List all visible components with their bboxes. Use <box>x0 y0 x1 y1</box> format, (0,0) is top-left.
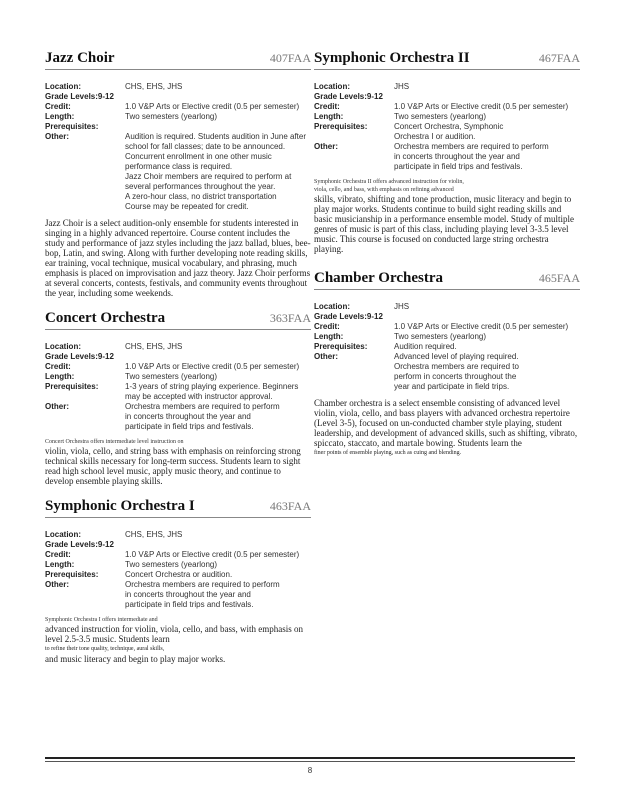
course-description-lead: Concert Orchestra offers intermediate level instruction on <box>45 439 184 445</box>
course-code: 363FAA <box>269 311 311 325</box>
length-value: Two semesters (yearlong) <box>125 560 218 569</box>
other-label: Other: <box>314 142 338 151</box>
other-label: Other: <box>45 580 69 589</box>
course-concert-orchestra <box>45 310 311 486</box>
location-label: Location: <box>45 82 81 91</box>
course-description-small: finer points of ensemble playing, such as cuing and blending. <box>314 450 462 456</box>
footer-rule-thick <box>45 757 575 759</box>
location-value: JHS <box>394 82 410 91</box>
course-code: 465FAA <box>538 271 580 285</box>
other-value: Audition is required. Students audition in June after school for fall classes; date to be announced. Concurrent enrollment in one other music performance class is required. Jazz Choir members are required to perform at several performances throughout the year. A zero-hour class, no district transportation Course may be repeated for credit. <box>125 132 307 211</box>
course-symphonic-orchestra-1 <box>45 498 311 664</box>
other-label: Other: <box>45 132 69 141</box>
prereq-label: Prerequisites: <box>314 342 368 351</box>
course-description-lead-2: viola, cello, and bass, with emphasis on refining advanced <box>314 187 454 193</box>
grade-label: Grade Levels:9-12 <box>45 92 114 101</box>
credit-label: Credit: <box>314 102 340 111</box>
location-value: CHS, EHS, JHS <box>125 342 183 351</box>
location-value: CHS, EHS, JHS <box>125 530 183 539</box>
course-details <box>314 82 580 172</box>
credit-value: 1.0 V&P Arts or Elective credit (0.5 per semester) <box>125 102 300 111</box>
other-label: Other: <box>314 352 338 361</box>
other-value: Orchestra members are required to perform in concerts throughout the year and participate in field trips and festivals. <box>125 402 280 431</box>
credit-value: 1.0 V&P Arts or Elective credit (0.5 per semester) <box>394 102 569 111</box>
length-label: Length: <box>314 112 344 121</box>
grade-value: 9-12 <box>97 540 114 549</box>
prereq-label: Prerequisites: <box>45 122 99 131</box>
prereq-value: Concert Orchestra or audition. <box>125 570 233 579</box>
grade-label: Grade Levels:9-12 <box>314 312 383 321</box>
length-label: Length: <box>45 560 75 569</box>
prereq-label: Prerequisites: <box>45 570 99 579</box>
course-description: Jazz Choir is a select audition-only ensemble for students interested in singing in a highly advanced repertoire. Course content includes the study and performance of jazz styles including the jazz ballad, blues, bee-bop, Latin, and swing. Along with further developing note reading skills, ear training, vocal technique, musical vocabulary, and phrasing, much emphasis is placed on improvisation and jazz theory. Jazz Choir performs at several concerts, contests, festivals, and community events throughout the year, including some weekends. <box>45 218 311 298</box>
length-value: Two semesters (yearlong) <box>394 332 487 341</box>
course-jazz-choir <box>45 50 311 298</box>
course-header <box>45 50 311 70</box>
length-value: Two semesters (yearlong) <box>125 112 218 121</box>
grade-value: 9-12 <box>97 92 114 101</box>
length-label: Length: <box>45 372 75 381</box>
course-title: Chamber Orchestra <box>314 270 444 286</box>
credit-value: 1.0 V&P Arts or Elective credit (0.5 per semester) <box>394 322 569 331</box>
course-chamber-orchestra <box>314 270 580 458</box>
course-code: 407FAA <box>269 51 311 65</box>
course-header <box>45 498 311 518</box>
other-value: Orchestra members are required to perform in concerts throughout the year and participate in field trips and festivals. <box>394 142 549 171</box>
credit-label: Credit: <box>45 102 71 111</box>
footer-rule-thin <box>45 761 575 762</box>
length-value: Two semesters (yearlong) <box>125 372 218 381</box>
course-symphonic-orchestra-2 <box>314 50 580 254</box>
prereq-value: Concert Orchestra, Symphonic Orchestra I or audition. <box>394 122 504 141</box>
grade-label: Grade Levels:9-12 <box>45 540 114 549</box>
length-value: Two semesters (yearlong) <box>394 112 487 121</box>
location-value: CHS, EHS, JHS <box>125 82 183 91</box>
credit-value: 1.0 V&P Arts or Elective credit (0.5 per semester) <box>125 362 300 371</box>
course-header <box>45 310 311 330</box>
course-details <box>45 530 311 610</box>
right-column <box>314 50 580 470</box>
grade-label: Grade Levels:9-12 <box>45 352 114 361</box>
course-description-small: to refine their tone quality, technique, aural skills, <box>45 646 165 652</box>
course-details <box>314 302 580 392</box>
course-description: skills, vibrato, shifting and tone production, music literacy and begin to play major works. Students continue to build sight reading skills and basic musicianship in a performance ensemble model. Study of multiple genres of music is part of this class, including playing level 3-3.5 level music. This course is focused on conducted large string orchestra playing. <box>314 194 574 254</box>
prereq-value: 1-3 years of string playing experience. Beginners may be accepted with instructor approval. <box>125 382 299 401</box>
prereq-label: Prerequisites: <box>45 382 99 391</box>
grade-label: Grade Levels:9-12 <box>314 92 383 101</box>
length-label: Length: <box>45 112 75 121</box>
course-title: Concert Orchestra <box>45 310 166 326</box>
course-details <box>45 342 311 432</box>
credit-label: Credit: <box>314 322 340 331</box>
course-title: Symphonic Orchestra I <box>45 498 195 514</box>
course-description-end: and music literacy and begin to play major works. <box>45 654 226 664</box>
other-label: Other: <box>45 402 69 411</box>
location-value: JHS <box>394 302 410 311</box>
credit-value: 1.0 V&P Arts or Elective credit (0.5 per semester) <box>125 550 300 559</box>
course-description-lead: Symphonic Orchestra II offers advanced instruction for violin, <box>314 179 464 185</box>
grade-value: 9-12 <box>366 92 383 101</box>
course-description: advanced instruction for violin, viola, cello, and bass, with emphasis on level 2.5-3.5 music. Students learn <box>45 624 303 644</box>
location-label: Location: <box>45 342 81 351</box>
course-title: Symphonic Orchestra II <box>314 50 470 66</box>
other-value: Orchestra members are required to perform in concerts throughout the year and participate in field trips and festivals. <box>125 580 280 609</box>
grade-value: 9-12 <box>366 312 383 321</box>
course-details <box>45 82 311 212</box>
grade-value: 9-12 <box>97 352 114 361</box>
course-code: 467FAA <box>538 51 580 65</box>
course-code: 463FAA <box>269 499 311 513</box>
course-description: Chamber orchestra is a select ensemble consisting of advanced level violin, viola, cello, and bass players with advanced orchestra repertoire (Level 3-5), focused on un-conducted chamber style playing, student leadership, and development of advanced skills, such as shifting, vibrato, spiccato, staccato, and martale bowing. Students learn the <box>314 398 578 448</box>
other-value: Advanced level of playing required. Orchestra members are required to perform in concerts throughout the year and participate in field trips. <box>394 352 519 391</box>
course-description: violin, viola, cello, and string bass with emphasis on reinforcing strong technical skills necessary for long-term success. Students learn to sight read high school level music, apply music theory, and continue to develop ensemble playing skills. <box>45 446 301 486</box>
left-column <box>45 50 311 676</box>
location-label: Location: <box>314 82 350 91</box>
course-header <box>314 270 580 290</box>
course-description-lead: Symphonic Orchestra I offers intermediate and <box>45 617 158 623</box>
location-label: Location: <box>314 302 350 311</box>
course-header <box>314 50 580 70</box>
location-label: Location: <box>45 530 81 539</box>
length-label: Length: <box>314 332 344 341</box>
prereq-value: Audition required. <box>394 342 457 351</box>
page-number: 8 <box>307 766 313 775</box>
prereq-label: Prerequisites: <box>314 122 368 131</box>
credit-label: Credit: <box>45 550 71 559</box>
credit-label: Credit: <box>45 362 71 371</box>
course-title: Jazz Choir <box>45 50 115 66</box>
